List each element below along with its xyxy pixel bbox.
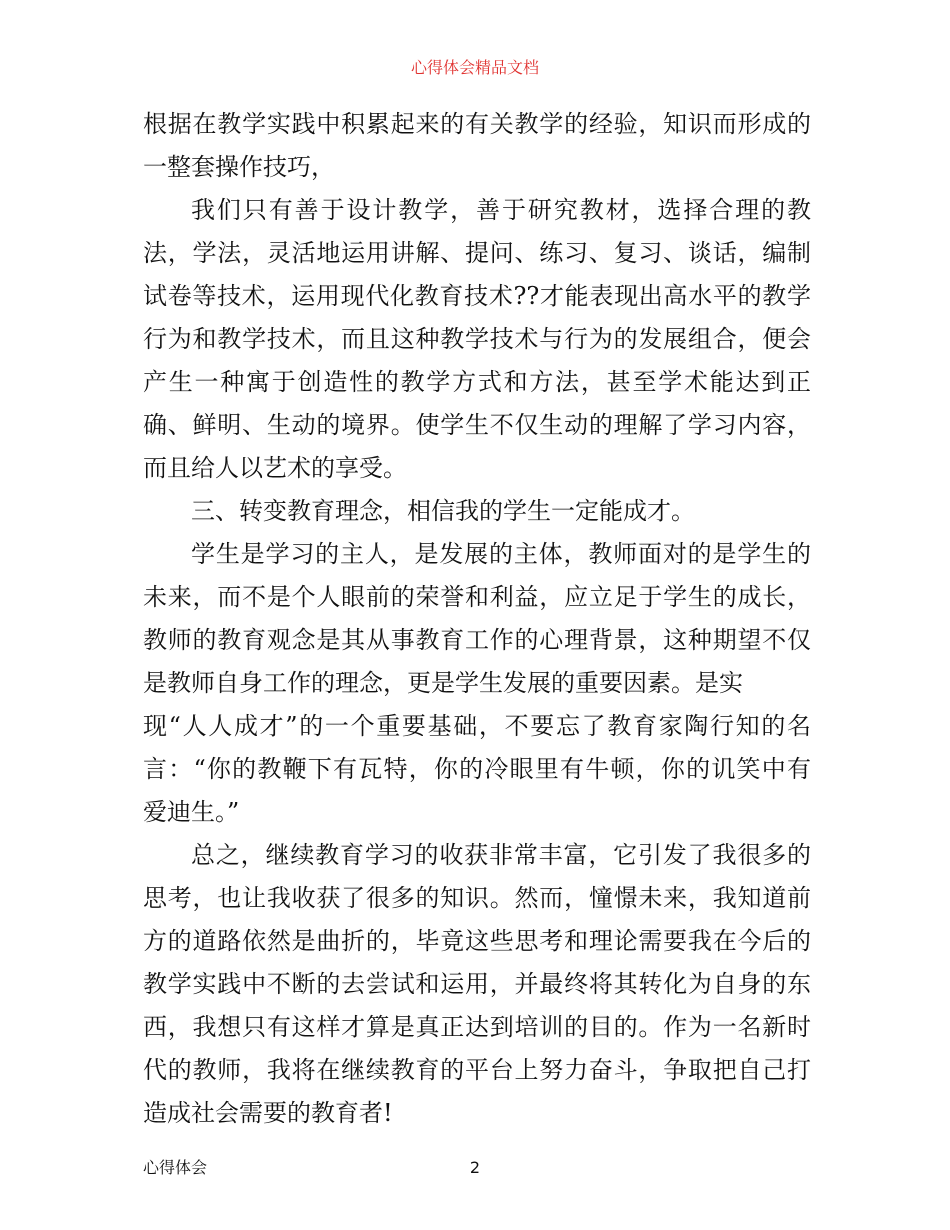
body-line: 而且给人以艺术的享受。 bbox=[143, 454, 407, 482]
section-heading: 三、转变教育理念，相信我的学生一定能成才。 bbox=[191, 497, 695, 525]
body-line: 造成社会需要的教育者! bbox=[143, 1099, 393, 1127]
body-line: 行为和教学技术，而且这种教学技术与行为的发展组合，便会 bbox=[143, 325, 811, 353]
body-line: 爱迪生。” bbox=[143, 798, 240, 826]
body-line: 试卷等技术，运用现代化教育技术??才能表现出高水平的教学 bbox=[143, 282, 811, 310]
body-line: 代的教师，我将在继续教育的平台上努力奋斗，争取把自己打 bbox=[143, 1056, 811, 1084]
body-line: 一整套操作技巧， bbox=[143, 153, 335, 181]
body-line: 教师的教育观念是其从事教育工作的心理背景，这种期望不仅 bbox=[143, 626, 811, 654]
body-line: 是教师自身工作的理念，更是学生发展的重要因素。是实 bbox=[143, 669, 743, 697]
body-line: 产生一种寓于创造性的教学方式和方法，甚至学术能达到正 bbox=[143, 368, 811, 396]
body-line: 思考，也让我收获了很多的知识。然而，憧憬未来，我知道前 bbox=[143, 884, 811, 912]
body-line: 现“人人成才”的一个重要基础，不要忘了教育家陶行知的名 bbox=[143, 712, 811, 740]
body-line: 方的道路依然是曲折的，毕竟这些思考和理论需要我在今后的 bbox=[143, 927, 811, 955]
body-line: 法，学法，灵活地运用讲解、提问、练习、复习、谈话，编制 bbox=[143, 239, 811, 267]
body-line: 言：“你的教鞭下有瓦特，你的冷眼里有牛顿，你的讥笑中有 bbox=[143, 755, 811, 783]
body-line: 未来，而不是个人眼前的荣誉和利益，应立足于学生的成长， bbox=[143, 583, 811, 611]
paragraph-start-line: 总之，继续教育学习的收获非常丰富，它引发了我很多的 bbox=[191, 841, 811, 869]
page-number: 2 bbox=[469, 1158, 481, 1177]
paragraph-start-line: 学生是学习的主人，是发展的主体，教师面对的是学生的 bbox=[191, 540, 811, 568]
footer-label: 心得体会 bbox=[143, 1158, 208, 1177]
document-header-title: 心得体会精品文档 bbox=[410, 58, 539, 77]
body-line: 根据在教学实践中积累起来的有关教学的经验，知识而形成的 bbox=[143, 110, 811, 138]
document-body bbox=[143, 103, 811, 1135]
body-line: 西，我想只有这样才算是真正达到培训的目的。作为一名新时 bbox=[143, 1013, 811, 1041]
paragraph-start-line: 我们只有善于设计教学，善于研究教材，选择合理的教 bbox=[191, 196, 811, 224]
body-line: 确、鲜明、生动的境界。使学生不仅生动的理解了学习内容， bbox=[143, 411, 811, 439]
body-line: 教学实践中不断的去尝试和运用，并最终将其转化为自身的东 bbox=[143, 970, 811, 998]
